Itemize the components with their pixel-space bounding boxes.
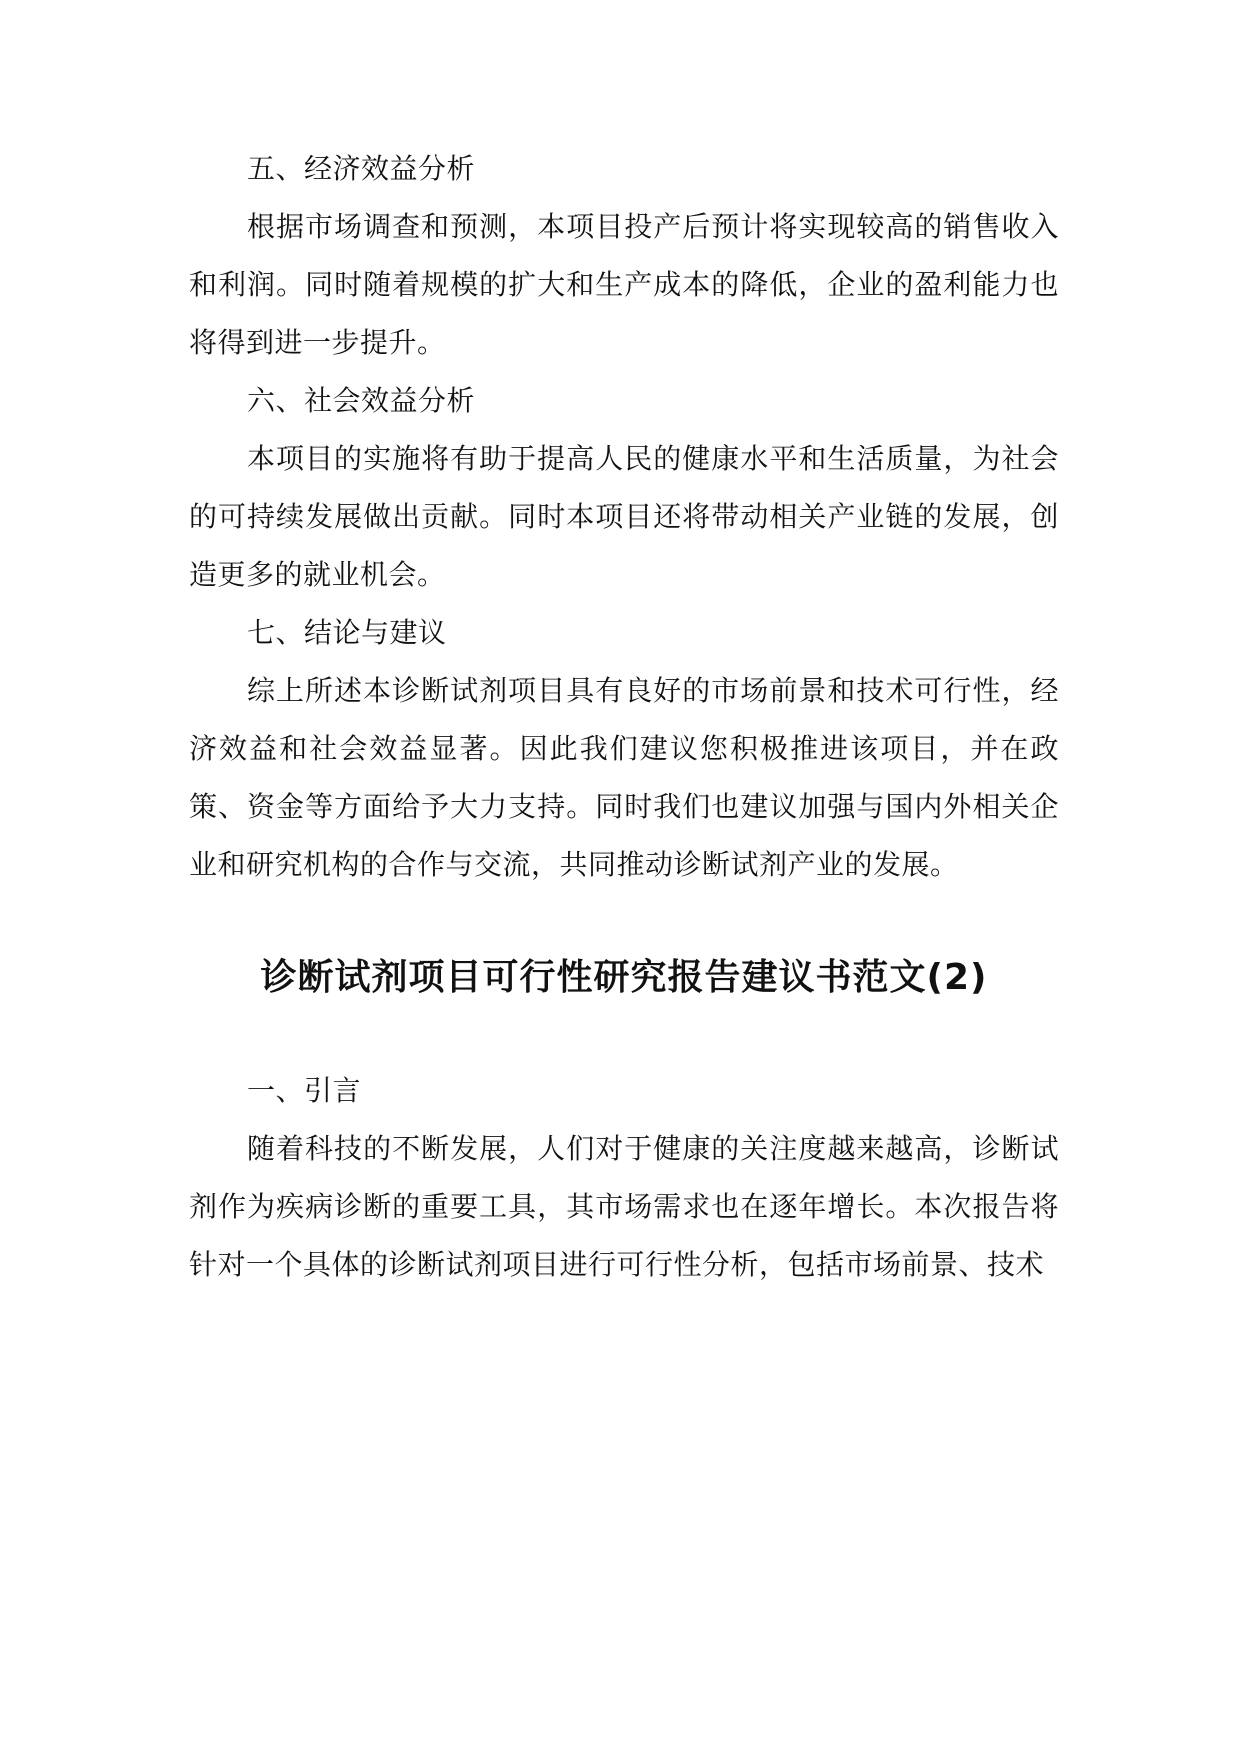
section-heading-introduction: 一、引言 <box>247 1074 362 1107</box>
section-heading-conclusion: 七、结论与建议 <box>247 616 447 649</box>
document-content <box>189 140 1059 1294</box>
section-body-social: 本项目的实施将有助于提高人民的健康水平和生活质量，为社会的可持续发展做出贡献。同时本项目还将带动相关产业链的发展，创造更多的就业机会。 <box>189 442 1059 591</box>
section-body-conclusion: 综上所述本诊断试剂项目具有良好的市场前景和技术可行性，经济效益和社会效益显著。因此我们建议您积极推进该项目，并在政策、资金等方面给予大力支持。同时我们也建议加强与国内外相关企业和研究机构的合作与交流，共同推动诊断试剂产业的发展。 <box>189 674 1059 881</box>
document-title-2: 诊断试剂项目可行性研究报告建议书范文(2) <box>260 957 988 998</box>
section-body-economic: 根据市场调查和预测，本项目投产后预计将实现较高的销售收入和利润。同时随着规模的扩大和生产成本的降低，企业的盈利能力也将得到进一步提升。 <box>189 210 1059 359</box>
section-heading-social: 六、社会效益分析 <box>247 384 476 417</box>
section-heading-economic: 五、经济效益分析 <box>247 152 476 185</box>
section-body-introduction: 随着科技的不断发展，人们对于健康的关注度越来越高，诊断试剂作为疾病诊断的重要工具，其市场需求也在逐年增长。本次报告将针对一个具体的诊断试剂项目进行可行性分析，包括市场前景、技术 <box>189 1132 1059 1281</box>
